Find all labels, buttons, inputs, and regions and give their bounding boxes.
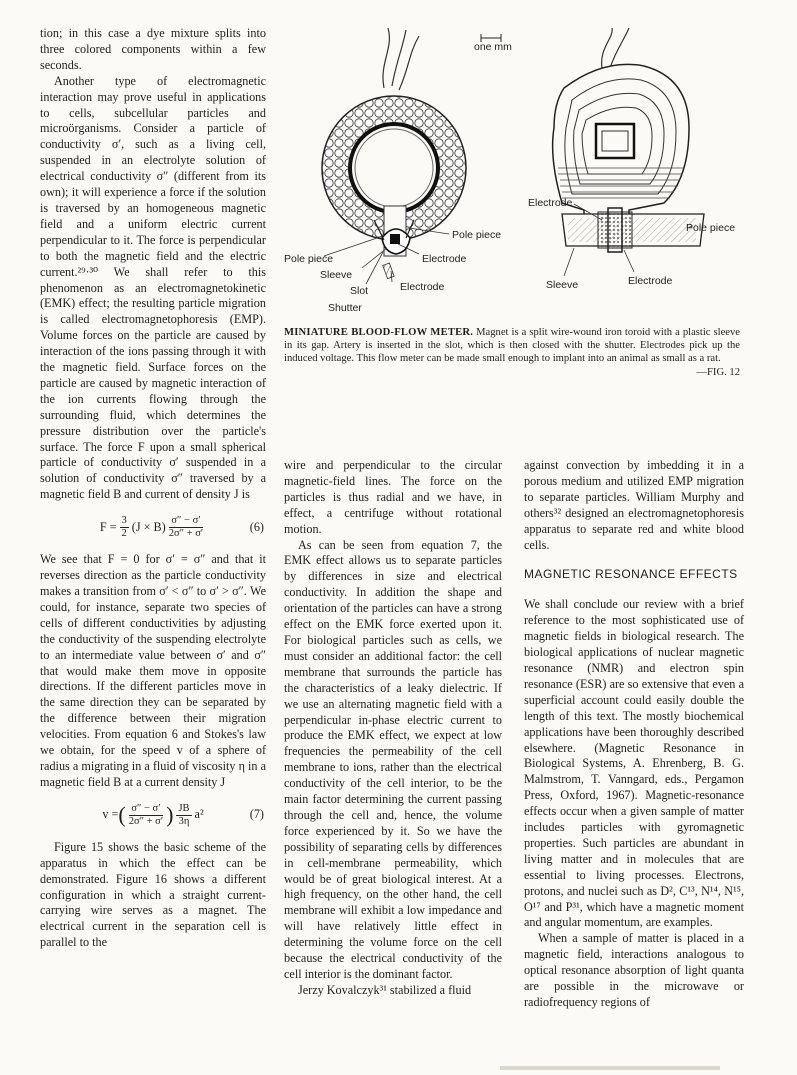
label-shutter: Shutter bbox=[328, 302, 362, 314]
equation-6 bbox=[40, 515, 266, 540]
toroid-device bbox=[322, 28, 466, 279]
right-text-column bbox=[524, 458, 744, 1011]
middle-paragraph-2: As can be seen from equation 7, the EMK effect allows us to separate particles by differences in size and electrical conductivity. In addition the shape and orientation of the particles can have a strong effect on the EMK force exerted upon it. For biological particles such as cells, we must consider an additional factor: the cell membrane that surrounds the particle has the characteristics of a leaky dielectric. If we use an alternating magnetic field with a perpendicular in-phase electric current to produce the EMK effect, we expect at low frequencies the permeability of the cell membrane to ions, rather than the electrical conductivity of the cell interior, to be the main factor determining the current passing through the cell and, hence, the volume force experienced by it. So we have the possibility of separating cells by differences in cell-membrane permeability, which would be of great biological interest. At a high frequency, on the other hand, the cell membrane will exhibit a low impedance and will have relatively little effect in determining the volume force on the cell because the electrical conductivity of the cell interior is the dominant factor. bbox=[284, 537, 502, 981]
equation-7: v = ( $\frac{\sigma'' - \sigma'}{2\sigma'' + \sigma'}$ ) $\frac{JB}{3\eta}$ a² (7) bbox=[102, 802, 264, 828]
middle-text-column bbox=[284, 458, 502, 999]
blood-flow-meter-figure bbox=[284, 28, 744, 318]
left-paragraph-4: Figure 15 shows the basic scheme of the apparatus in which the effect can be demonstrated. Figure 16 shows a different configuration in which a straight current-carrying wire serves as a magnet. The electrical current in the separation cell is parallel to the bbox=[40, 839, 266, 950]
eq7-paren-num: σ″ − σ′ bbox=[131, 802, 161, 814]
label-pole-piece-right-device: Pole piece bbox=[686, 222, 736, 234]
eq7-paren-den: 2σ″ + σ′ bbox=[128, 815, 164, 827]
eq6-frac-den: 2σ″ + σ′ bbox=[168, 528, 204, 540]
eq6-frac-num: σ″ − σ′ bbox=[171, 515, 201, 527]
page-edge-mark bbox=[500, 1066, 720, 1070]
label-pole-piece-right: Pole piece bbox=[452, 229, 502, 241]
label-electrode-top: Electrode bbox=[528, 197, 573, 209]
middle-paragraph-1: wire and perpendicular to the circular magnetic-field lines. The force on the particles is thus radial and we have, in effect, a centrifuge without rotational motion. bbox=[284, 458, 502, 536]
figure-caption bbox=[284, 326, 740, 379]
label-pole-piece-left: Pole piece bbox=[284, 253, 334, 265]
caption-text: Magnet is a split wire-wound iron toroid with a plastic sleeve in its gap. Artery is inserted in the slot, which is then closed with the shutter. Electrodes pick up the induced voltage. This flow meter can be made small enough to implant into an animal as small as a rat. bbox=[284, 327, 740, 365]
eq7-number: (7) bbox=[249, 807, 264, 822]
scale-label: one mm bbox=[474, 41, 512, 53]
eq7-tail: a² bbox=[194, 807, 204, 822]
scale-bar bbox=[474, 34, 512, 53]
eq7-paren-fraction bbox=[129, 803, 163, 828]
eq6-cross-product: (J × B) bbox=[131, 519, 166, 534]
right-paragraph-3: When a sample of matter is placed in a magnetic field, interactions analogous to optical resonance absorption of light quanta are possible in the microwave or radiofrequency regions of bbox=[524, 931, 744, 1009]
eq7-lhs: v = bbox=[102, 807, 119, 822]
label-electrode: Electrode bbox=[422, 253, 467, 265]
label-slot: Slot bbox=[350, 285, 369, 297]
eq6-fraction bbox=[169, 515, 203, 540]
eq7-jb-fraction bbox=[176, 803, 191, 828]
eq6-number: (6) bbox=[249, 519, 264, 534]
left-paragraph-1: tion; in this case a dye mixture splits into three colored components within a few seconds. bbox=[40, 26, 266, 72]
label-sleeve: Sleeve bbox=[320, 269, 353, 281]
caption-fig-number: —FIG. 12 bbox=[696, 366, 740, 378]
label-electrode-bottom: Electrode bbox=[628, 275, 673, 287]
eq6-coef-num: 3 bbox=[121, 515, 127, 527]
eq7-jb-den: 3η bbox=[178, 815, 190, 827]
eq6-lhs: F = bbox=[99, 519, 117, 534]
caption-title: MINIATURE BLOOD-FLOW METER. bbox=[284, 327, 474, 338]
left-paragraph-2: Another type of electromagnetic interaction may prove useful in applications to cells, subcellular particles and microörganisms. Consider a particle of conductivity σ′, such as a living cell, suspended in an electrolyte solution of electrical conductivity σ″ (different from its own); it will experience a force if the solution is traversed by an homogeneous magnetic field and a uniform electric current perpendicular to it. The force is perpendicular to both the magnetic field and the electric current.²⁹·³⁰ We shall refer to this phenomenon as an electromagnetokinetic (EMK) effect; the resulting particle migration is called electromagnetophoresis (EMP). Volume forces on the particle are caused by interaction of the ions passing through it with the magnetic field. Surface forces on the particle are caused by magnetic interaction of the ion currents flowing through the surrounding fluid, which determines the pressure distribution over the particle's surface. The force F upon a small spherical particle of conductivity σ′ suspended in a solution of conductivity σ″ traversed by a magnetic field B and current of density J is bbox=[40, 73, 266, 502]
left-text-column bbox=[40, 26, 266, 951]
cross-section-device bbox=[553, 28, 704, 252]
label-electrode-2: Electrode bbox=[400, 281, 445, 293]
right-paragraph-1: against convection by imbedding it in a porous medium and utilized EMP migration to separate particles. William Murphy and others³² designed an electromagnetophoresis apparatus to separate red and white blood cells. bbox=[524, 458, 744, 552]
middle-paragraph-3: Jerzy Kovalczyk³¹ stabilized a fluid bbox=[298, 982, 472, 997]
eq6-coefficient bbox=[120, 515, 129, 540]
right-paragraph-2: We shall conclude our review with a brief reference to the most sophisticated use of magnetic fields in biological research. The biological applications of nuclear magnetic resonance (NMR) and electron spin resonance (ESR) are so extensive that even a superficial account could easily double the length of this text. The mostly biochemical applications have been thoroughly described elsewhere. (Magnetic Resonance in Biological Systems, A. Ehrenberg, B. G. Malmstrom, T. Vanngard, eds., Pergamon Press, Oxford, 1967). Magnetic-resonance effects occur when a given sample of matter includes particles with gyromagnetic properties. Such particles are abundant in living matter and in molecules that are essential to living processes. Electrons, protons, and nuclei such as D², C¹³, N¹⁴, N¹⁵, O¹⁷ and P³¹, which have a magnetic moment and angular momentum, are examples. bbox=[524, 597, 744, 930]
label-sleeve-right-device: Sleeve bbox=[546, 279, 579, 291]
section-heading: MAGNETIC RESONANCE EFFECTS bbox=[524, 567, 738, 582]
eq7-jb-num: JB bbox=[178, 802, 190, 814]
eq6-coef-den: 2 bbox=[121, 528, 127, 540]
left-paragraph-3: We see that F = 0 for σ′ = σ″ and that it reverses direction as the particle conductivity makes a transition from σ′ < σ″ to σ′ > σ″. We could, for instance, separate two species of cells of different conductivities by adjusting the conductivity of the suspending electrolyte to an intermediate value between σ′ and σ″ that would make them move in opposite directions. If the different particles move in the same direction they can be separated by the difference between their migration velocities. From equation 6 and Stokes's law we obtain, for the speed v of a sphere of radius a migrating in a fluid of viscosity η in a magnetic field B at a current density J bbox=[40, 552, 266, 789]
